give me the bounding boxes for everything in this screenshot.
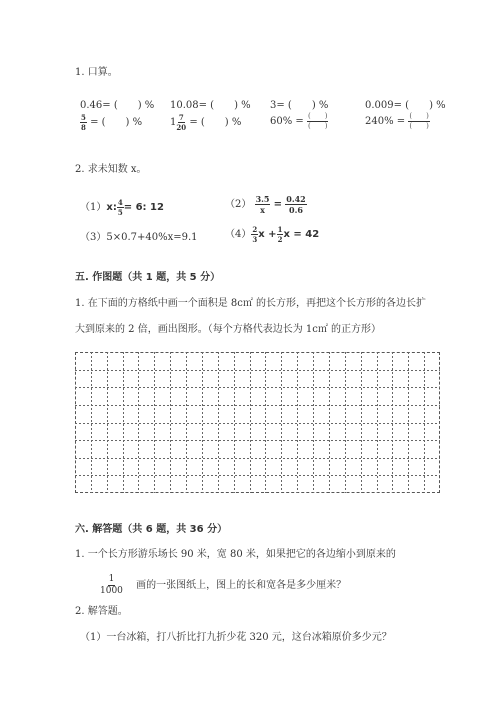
q1-r2-c3: 60% = $\frac{( )}{( )}$ bbox=[270, 112, 328, 130]
fraction: $\frac{5}{8}$ bbox=[81, 113, 86, 132]
s5-text-line-1: 1. 在下面的方格纸中画一个面积是 8c㎡ 的长方形，再把这个长方形的各边长扩 bbox=[75, 298, 427, 309]
fraction: $\frac{1}{2}$ bbox=[277, 225, 283, 244]
s6-q2-sub1: （1）一台冰箱，打八折比打九折少花 320 元，这台冰箱原价多少元？ bbox=[80, 632, 392, 643]
q2-item-4: （4） $\frac{2}{3}$ x + $\frac{1}{2}$ x = 42 bbox=[225, 225, 320, 244]
q2-item-3: （3）5×0.7+40%x=9.1 bbox=[80, 232, 198, 243]
s5-text-line-2: 大到原来的 2 倍，画出图形。（每个方格代表边长为 1c㎡ 的正方形） bbox=[75, 324, 382, 335]
grid-lines bbox=[75, 352, 440, 493]
q1-r1-c1: 0.46= ( ) % bbox=[80, 100, 155, 111]
q1-r1-c3: 3= ( ) % bbox=[270, 100, 329, 111]
q2-item-1: （1）x: $\frac{4}{5}$ = 6: 12 bbox=[80, 198, 164, 217]
s6-q1-line-2: $\frac{1}{1000}$ 画的一张图纸上，图上的长和宽各是多少厘米？ bbox=[100, 574, 347, 596]
q1-title: 1. 口算。 bbox=[75, 67, 118, 78]
q1-r2-c1: $\frac{5}{8}$ = ( ) % bbox=[81, 113, 143, 132]
q1-r1-c2: 10.08= ( ) % bbox=[170, 100, 251, 111]
section-6-heading: 六. 解答题（共 6 题，共 36 分） bbox=[75, 524, 228, 535]
s6-q2-title: 2. 解答题。 bbox=[75, 606, 128, 617]
q1-r2-c4: 240% = $\frac{( )}{( )}$ bbox=[365, 112, 429, 130]
section-5-heading: 五. 作图题（共 1 题，共 5 分） bbox=[75, 272, 221, 283]
grid-paper[interactable] bbox=[75, 352, 440, 493]
fraction: $\frac{1}{1000}$ bbox=[100, 574, 123, 596]
q2-item-2: （2） $\frac{3.5}{x}$ = $\frac{0.42}{0.6}$ bbox=[225, 194, 306, 215]
q1-r2-c2: 1 $\frac{7}{20}$ = ( ) % bbox=[170, 113, 242, 132]
fraction: $\frac{0.42}{0.6}$ bbox=[286, 194, 306, 215]
fraction: $\frac{2}{3}$ bbox=[252, 225, 258, 244]
fraction: $\frac{4}{5}$ bbox=[117, 198, 123, 217]
q2-title: 2. 求未知数 x。 bbox=[75, 164, 147, 175]
s6-q1-line-1: 1. 一个长方形游乐场长 90 米，宽 80 米，如果把它的各边缩小到原来的 bbox=[75, 549, 396, 560]
fraction: $\frac{3.5}{x}$ bbox=[255, 194, 270, 215]
fraction: $\frac{( )}{( )}$ bbox=[307, 112, 328, 130]
q1-r1-c4: 0.009= ( ) % bbox=[365, 100, 446, 111]
fraction: $\frac{( )}{( )}$ bbox=[409, 112, 429, 130]
fraction: $\frac{7}{20}$ bbox=[176, 113, 187, 132]
